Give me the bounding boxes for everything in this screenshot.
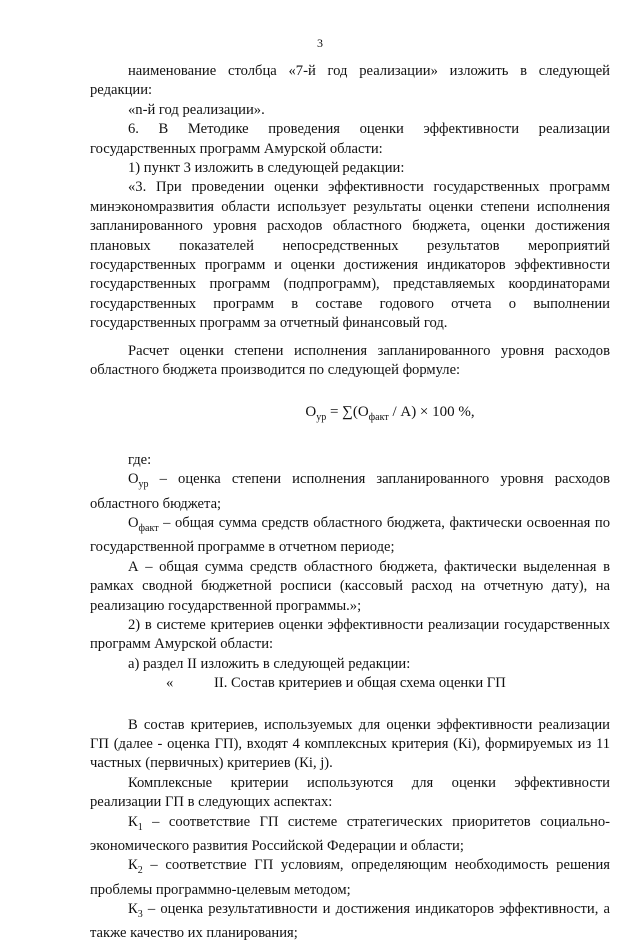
definition-our — [90, 470, 610, 514]
paragraph-formula-intro: Расчет оценки степени исполнения запланированного уровня расходов областного бюджета производится по следующей формуле: — [90, 342, 610, 379]
symbol-k2-sub: 2 — [137, 865, 143, 877]
section-heading — [90, 674, 610, 693]
heading-text: II. Состав критериев и общая схема оценки ГП — [214, 675, 506, 692]
paragraph-criteria-composition: В состав критериев, используемых для оценки эффективности реализации ГП (далее - оценка ГП), входят 4 комплексных критерия (Кi), формируемых из 11 частных (первичных) критериев (Кi, j). — [90, 716, 610, 772]
paragraph-complex-criteria: Комплексные критерии используются для оценки эффективности реализации ГП в следующих аспектах: — [90, 774, 610, 811]
paragraph-point-3: «3. При проведении оценки эффективности государственных программ минэкономразвития области использует результаты оценки степени исполнения запланированного уровня расходов областного бюджета, оценки достижения плановых показателей непосредственных результатов мероприятий государственных программ и оценки достижения индикаторов эффективности государственных программ (подпрограмм), представляемых координаторами государственных программ в составе годового отчета о выполнении государственных программ за отчетный финансовый год. — [90, 179, 610, 332]
paragraph-subitem-a: а) раздел II изложить в следующей редакции: — [128, 655, 411, 672]
heading-quote: « — [166, 675, 174, 692]
paragraph-subitem-2: 2) в системе критериев оценки эффективности реализации государственных программ Амурской области: — [90, 616, 610, 653]
symbol-ofact-sub: факт — [138, 522, 159, 534]
formula-rest: / А) × 100 %, — [388, 403, 475, 420]
criterion-k1 — [90, 813, 610, 857]
symbol-k: К — [128, 857, 138, 874]
formula-fact-sub: факт — [368, 411, 389, 423]
formula-lhs-sub: ур — [316, 411, 327, 423]
formula-lhs: О — [305, 403, 317, 420]
criterion-k2 — [90, 856, 610, 900]
definition-a: А – общая сумма средств областного бюджета, фактически выделенная в рамках сводной бюджетной росписи (кассовый расход на отчетную дату), на реализацию государственной программы.»; — [90, 558, 610, 614]
paragraph-item-6: 6. В Методике проведения оценки эффективности реализации государственных программ Амурской области: — [90, 121, 610, 157]
spacer — [90, 334, 610, 342]
definition-ofact — [90, 514, 610, 558]
symbol-o: О — [128, 471, 139, 488]
definition-our-text: – оценка степени исполнения запланированного уровня расходов областного бюджета; — [90, 471, 610, 512]
symbol-k: К — [128, 813, 138, 830]
definition-ofact-text: – общая сумма средств областного бюджета, фактически освоенная по государственной программе в отчетном периоде; — [90, 515, 610, 556]
paragraph-subitem-1: 1) пункт 3 изложить в следующей редакции: — [128, 160, 405, 177]
document-body — [90, 62, 610, 944]
symbol-k: К — [128, 901, 138, 918]
paragraph-where: где: — [128, 451, 152, 468]
paragraph-nth-year: «n-й год реализации». — [128, 101, 265, 118]
criterion-k1-text: – соответствие ГП системе стратегических приоритетов социально-экономического развития Российской Федерации и области; — [90, 813, 610, 854]
spacer — [90, 694, 610, 716]
page-number: 3 — [317, 36, 323, 50]
symbol-k1-sub: 1 — [137, 821, 143, 833]
symbol-o-fact: О — [128, 515, 139, 532]
formula — [170, 403, 610, 427]
formula-sum: = ∑(О — [326, 403, 369, 420]
criterion-k2-text: – соответствие ГП условиям, определяющим необходимость решения проблемы программно-целевым методом; — [90, 857, 610, 898]
criterion-k3-text: – оценка результативности и достижения индикаторов эффективности, а также качество их планирования; — [90, 901, 610, 942]
symbol-k3-sub: 3 — [137, 908, 143, 920]
symbol-our-sub: ур — [138, 479, 149, 491]
paragraph-column-name: наименование столбца «7-й год реализации» изложить в следующей редакции: — [90, 63, 610, 99]
criterion-k3 — [90, 900, 610, 944]
